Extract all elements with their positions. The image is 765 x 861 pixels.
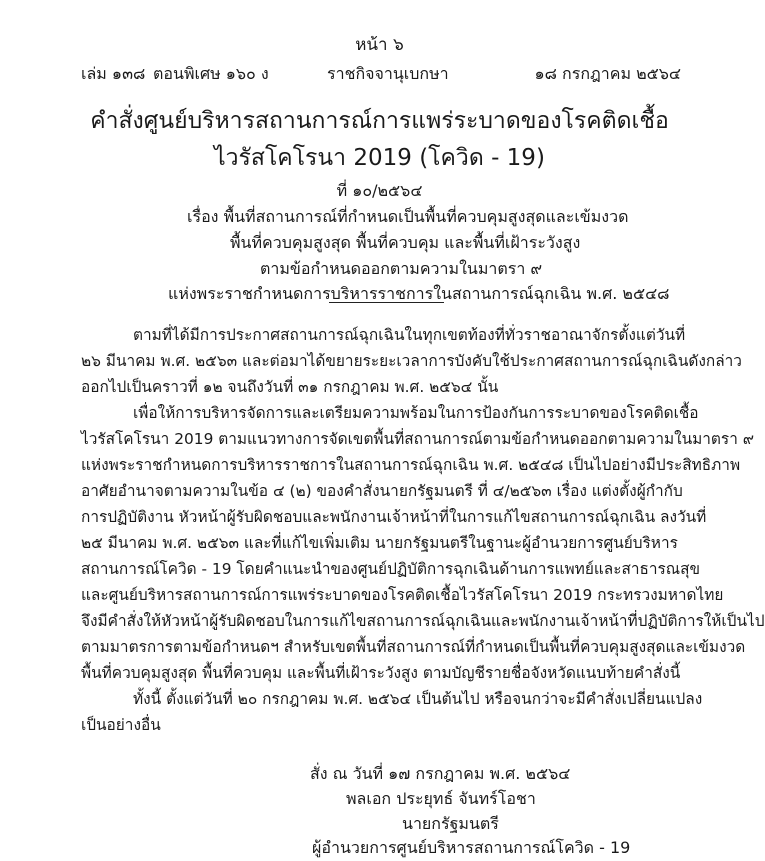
body-line: สถานการณ์โควิด - 19 โดยคำแนะนำของศูนย์ปฏิบัติการฉุกเฉินด้านการแพทย์และสาธารณสุข — [81, 560, 700, 578]
title-divider — [329, 302, 444, 303]
order-title-line-2: ไวรัสโคโรนา 2019 (โควิด - 19) — [214, 145, 545, 171]
subject-line-2: พื้นที่ควบคุมสูงสุด พื้นที่ควบคุม และพื้นที่เฝ้าระวังสูง — [230, 233, 581, 252]
body-line: ทั้งนี้ ตั้งแต่วันที่ ๒๐ กรกฎาคม พ.ศ. ๒๕๖๔ เป็นต้นไป หรือจนกว่าจะมีคำสั่งเปลี่ยนแปลง — [133, 690, 703, 708]
body-line: จึงมีคำสั่งให้หัวหน้าผู้รับผิดชอบในการแก้ไขสถานการณ์ฉุกเฉินและพนักงานเจ้าหน้าที่ปฏิบัติการให้เป็นไป — [81, 612, 765, 630]
body-line: ๒๖ มีนาคม พ.ศ. ๒๕๖๓ และต่อมาได้ขยายระยะเวลาการบังคับใช้ประกาศสถานการณ์ฉุกเฉินดังกล่าว — [81, 352, 742, 370]
gazette-name: ราชกิจจานุเบกษา — [327, 64, 449, 83]
signer-position: นายกรัฐมนตรี — [402, 814, 499, 833]
body-line: ตามที่ได้มีการประกาศสถานการณ์ฉุกเฉินในทุกเขตท้องที่ทั่วราชอาณาจักรตั้งแต่วันที่ — [133, 326, 686, 344]
signer-name: พลเอก ประยุทธ์ จันทร์โอชา — [346, 789, 536, 808]
subject-line-3: ตามข้อกำหนดออกตามความในมาตรา ๙ — [260, 259, 543, 278]
signer-role: ผู้อำนวยการศูนย์บริหารสถานการณ์โควิด - 19 — [312, 838, 631, 857]
body-line: พื้นที่ควบคุมสูงสุด พื้นที่ควบคุม และพื้นที่เฝ้าระวังสูง ตามบัญชีรายชื่อจังหวัดแนบท้ายคำสั่งนี้ — [81, 664, 681, 682]
subject-line-4: แห่งพระราชกำหนดการบริหารราชการในสถานการณ์ฉุกเฉิน พ.ศ. ๒๕๔๘ — [168, 284, 670, 303]
section-label: ตอนพิเศษ ๑๖๐ ง — [153, 64, 269, 83]
volume-label: เล่ม ๑๓๘ — [81, 64, 146, 83]
body-line: เพื่อให้การบริหารจัดการและเตรียมความพร้อมในการป้องกันการระบาดของโรคติดเชื้อ — [133, 404, 699, 422]
body-line: ตามมาตรการตามข้อกำหนดฯ สำหรับเขตพื้นที่สถานการณ์ที่กำหนดเป็นพื้นที่ควบคุมสูงสุดและเข้มงวด — [81, 638, 746, 656]
body-line: และศูนย์บริหารสถานการณ์การแพร่ระบาดของโรคติดเชื้อไวรัสโคโรนา 2019 กระทรวงมหาดไทย — [81, 586, 724, 604]
body-line: ไวรัสโคโรนา 2019 ตามแนวทางการจัดเขตพื้นที่สถานการณ์ตามข้อกำหนดออกตามความในมาตรา ๙ — [81, 430, 755, 448]
body-line: เป็นอย่างอื่น — [81, 716, 161, 734]
page-number: หน้า ๖ — [355, 35, 404, 55]
signed-date: สั่ง ณ วันที่ ๑๗ กรกฎาคม พ.ศ. ๒๕๖๔ — [310, 764, 571, 783]
body-line: ๒๕ มีนาคม พ.ศ. ๒๕๖๓ และที่แก้ไขเพิ่มเติม นายกรัฐมนตรีในฐานะผู้อำนวยการศูนย์บริหาร — [81, 534, 678, 552]
body-line: แห่งพระราชกำหนดการบริหารราชการในสถานการณ์ฉุกเฉิน พ.ศ. ๒๕๔๘ เป็นไปอย่างมีประสิทธิภาพ — [81, 456, 741, 474]
order-title-line-1: คำสั่งศูนย์บริหารสถานการณ์การแพร่ระบาดของโรคติดเชื้อ — [90, 108, 669, 134]
order-number: ที่ ๑๐/๒๕๖๔ — [336, 181, 423, 200]
gazette-date: ๑๘ กรกฎาคม ๒๕๖๔ — [534, 64, 681, 83]
body-line: การปฏิบัติงาน หัวหน้าผู้รับผิดชอบและพนักงานเจ้าหน้าที่ในการแก้ไขสถานการณ์ฉุกเฉิน ลงวันที่ — [81, 508, 707, 526]
body-line: ออกไปเป็นคราวที่ ๑๒ จนถึงวันที่ ๓๑ กรกฎาคม พ.ศ. ๒๕๖๔ นั้น — [81, 378, 499, 396]
subject-line-1: เรื่อง พื้นที่สถานการณ์ที่กำหนดเป็นพื้นที่ควบคุมสูงสุดและเข้มงวด — [187, 207, 629, 226]
body-line: อาศัยอำนาจตามความในข้อ ๔ (๒) ของคำสั่งนายกรัฐมนตรี ที่ ๔/๒๕๖๓ เรื่อง แต่งตั้งผู้กำกับ — [81, 482, 683, 500]
